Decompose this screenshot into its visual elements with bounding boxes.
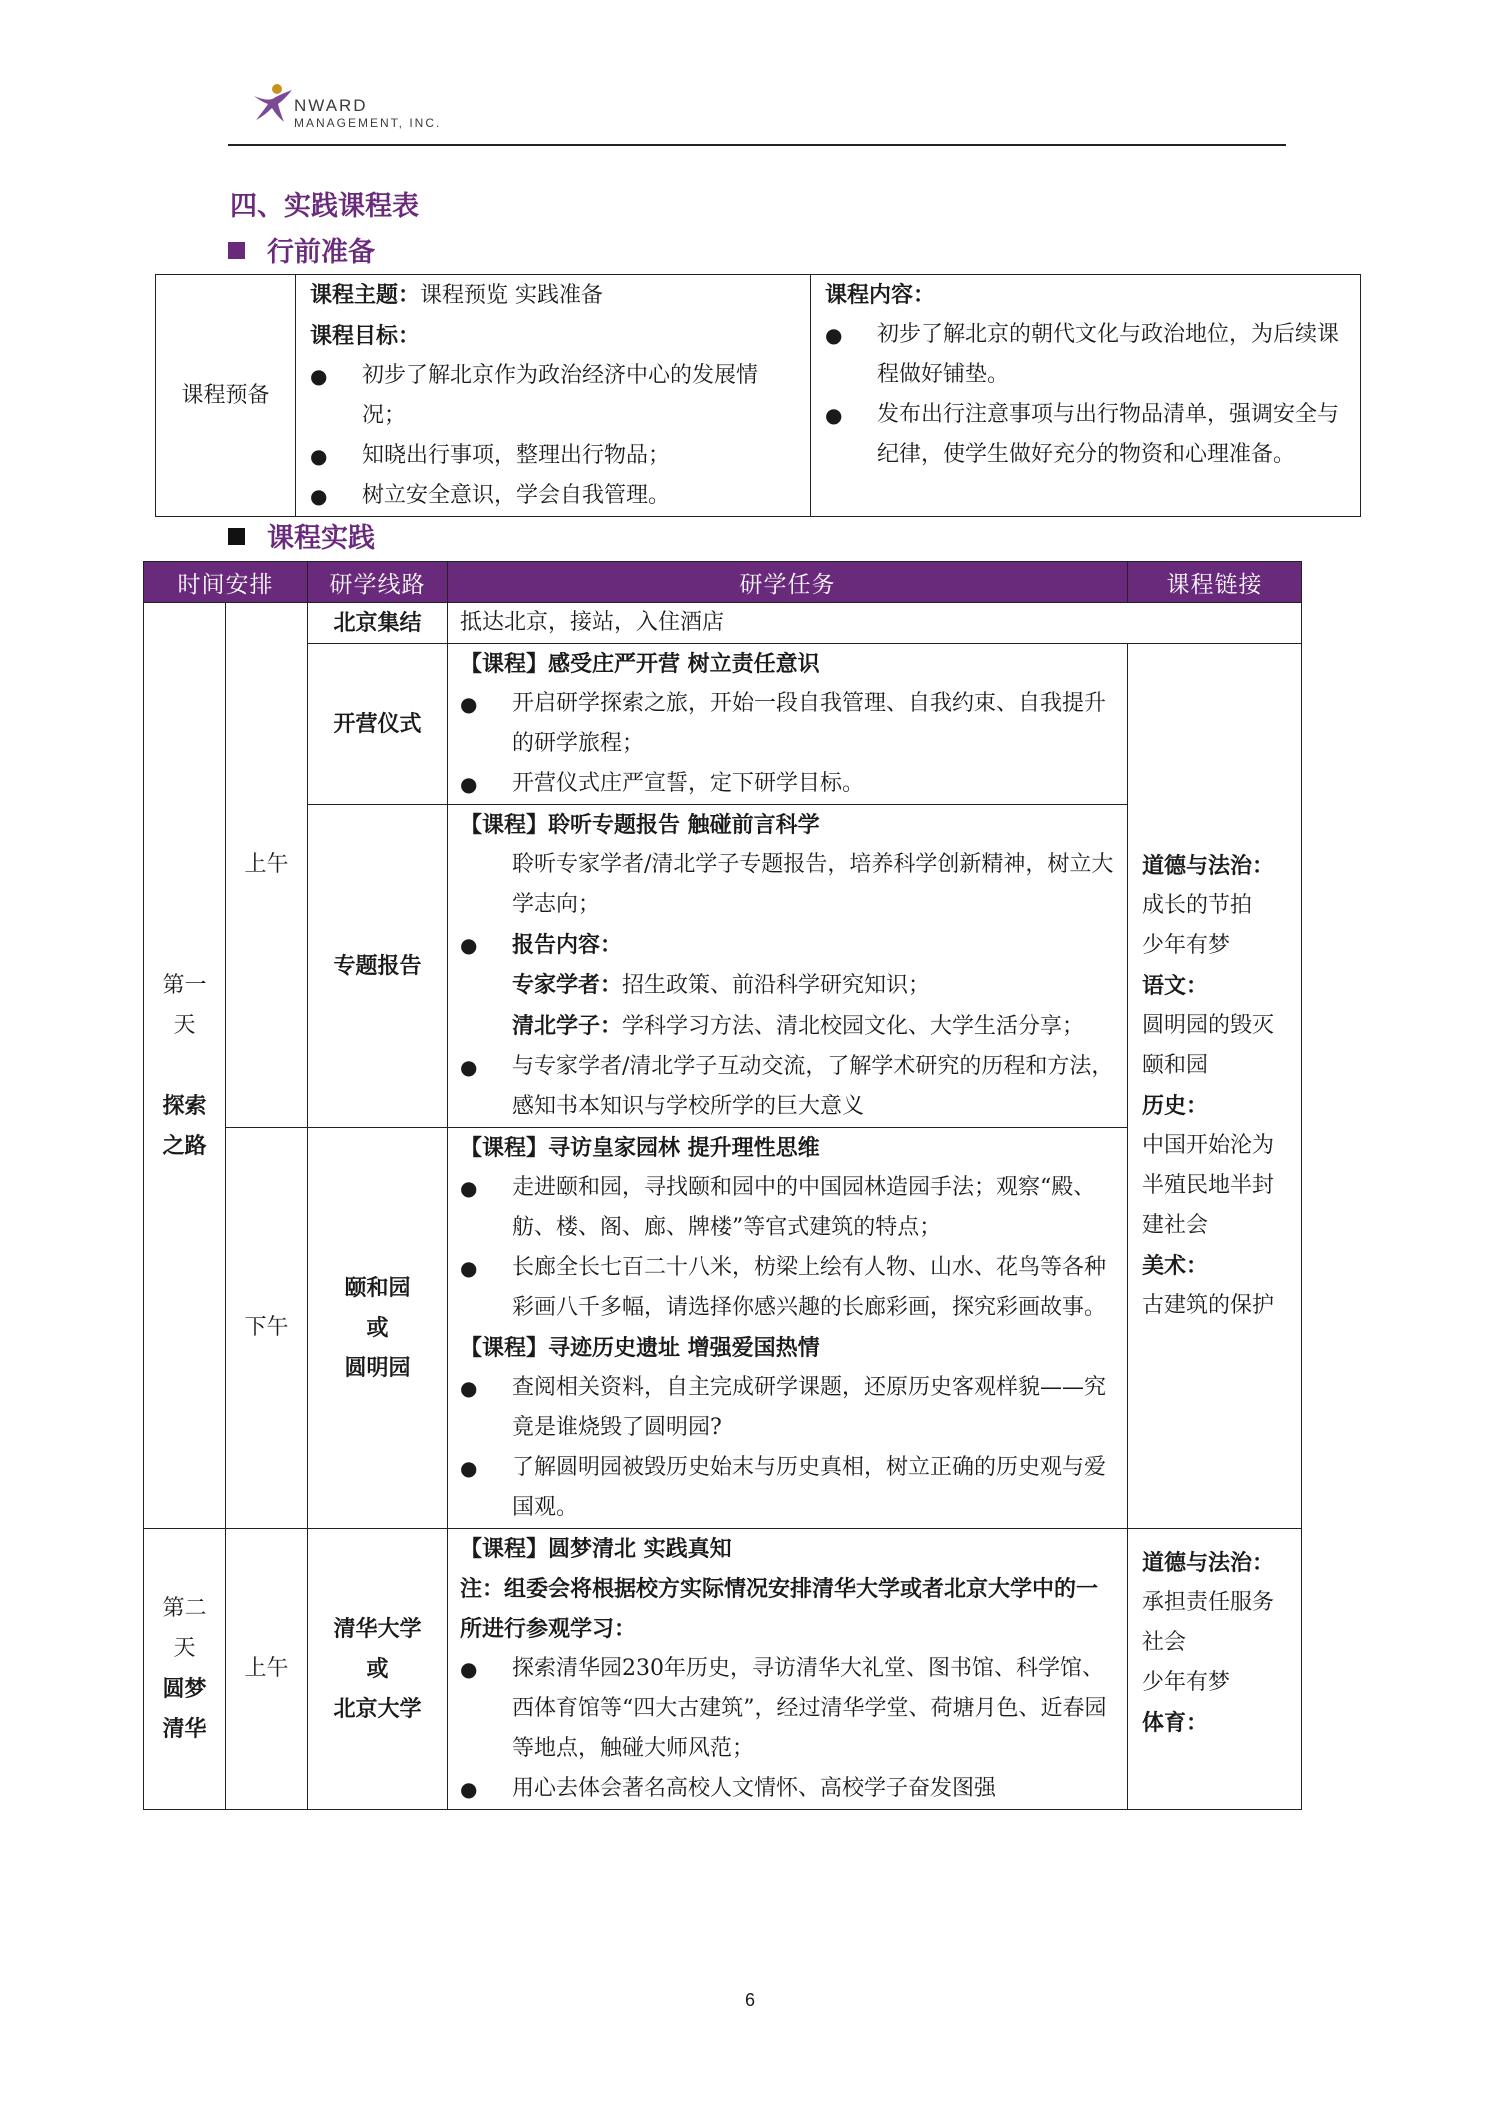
report-route: 专题报告 — [308, 805, 448, 1128]
link-subject: 道德与法治： — [1142, 853, 1275, 879]
list-item: ● 用心去体会著名高校人文情怀、高校学子奋发图强 — [460, 1769, 1119, 1809]
day1-line2: 天 — [173, 1012, 196, 1038]
day1-line1: 第一 — [162, 972, 207, 998]
list-item: ● 树立安全意识，学会自我管理。 — [310, 476, 800, 516]
list-item: ● 与专家学者/清北学子互动交流，了解学术研究的历程和方法，感知书本知识与学校所学的巨大意义 — [460, 1047, 1119, 1127]
table-row — [144, 1529, 1302, 1810]
link-subject: 道德与法治： — [1142, 1550, 1275, 1576]
report-student — [460, 1006, 1119, 1047]
day2-morning: 上午 — [226, 1529, 308, 1810]
day1-name-line2: 之路 — [162, 1132, 207, 1159]
list-item: ● 发布出行注意事项与出行物品清单，强调安全与纪律，使学生做好充分的物资和心理准备。 — [825, 395, 1350, 475]
list-item: ● 知晓出行事项，整理出行物品； — [310, 436, 800, 476]
garden-title: 【课程】寻访皇家园林 提升理性思维 — [460, 1135, 820, 1161]
garden-task — [448, 1128, 1128, 1529]
day2-route-line: 清华大学 — [333, 1616, 422, 1642]
header-link: 课程链接 — [1128, 562, 1302, 603]
link-subject: 美术： — [1142, 1253, 1209, 1279]
day2-title: 【课程】圆梦清北 实践真知 — [460, 1536, 732, 1562]
link-item: 圆明园的毁灭 — [1142, 1013, 1275, 1038]
day1-links — [1128, 644, 1302, 1529]
schedule-table — [143, 561, 1302, 1810]
open-title: 【课程】感受庄严开营 树立责任意识 — [460, 651, 820, 677]
list-item: ● 初步了解北京的朝代文化与政治地位，为后续课程做好铺垫。 — [825, 315, 1350, 395]
practice-heading-text: 课程实践 — [267, 523, 375, 554]
report-task — [448, 805, 1128, 1128]
report-expert-label: 专家学者： — [512, 972, 623, 998]
prep-heading — [228, 230, 375, 269]
garden-route-line: 或 — [366, 1315, 389, 1341]
gather-route: 北京集结 — [308, 603, 448, 644]
day2-note: 注：组委会将根据校方实际情况安排清华大学或者北京大学中的一所进行参观学习： — [460, 1576, 1099, 1642]
link-item: 古建筑的保护 — [1142, 1293, 1275, 1318]
list-item: ● 初步了解北京作为政治经济中心的发展情况； — [310, 356, 800, 436]
garden-route — [308, 1128, 448, 1529]
day2-route-line: 或 — [366, 1656, 389, 1682]
table-row — [144, 603, 1302, 644]
report-expert-text: 招生政策、前沿科学研究知识； — [622, 973, 931, 998]
link-subject: 历史： — [1142, 1093, 1209, 1119]
day1-afternoon: 下午 — [226, 1128, 308, 1529]
day1-name-line1: 探索 — [162, 1092, 207, 1119]
day2-cell — [144, 1529, 226, 1810]
day2-line2: 天 — [173, 1636, 196, 1661]
gather-task: 抵达北京，接站，入住酒店 — [448, 603, 1302, 644]
prep-label: 课程预备 — [156, 275, 296, 517]
list-item: ● 了解圆明园被毁历史始末与历史真相，树立正确的历史观与爱国观。 — [460, 1448, 1119, 1528]
report-title: 【课程】聆听专题报告 触碰前言科学 — [460, 812, 820, 838]
list-item: ● 长廊全长七百二十八米，枋梁上绘有人物、山水、花鸟等各种彩画八千多幅，请选择你感兴趣的长廊彩画，探究彩画故事。 — [460, 1248, 1119, 1328]
list-item: ● 探索清华园230年历史，寻访清华大礼堂、图书馆、科学馆、西体育馆等“四大古建筑”，经过清华学堂、荷塘月色、近春园等地点，触碰大师风范； — [460, 1649, 1119, 1769]
garden-route-line: 圆明园 — [344, 1355, 411, 1381]
day2-task — [448, 1529, 1128, 1810]
header-route: 研学线路 — [308, 562, 448, 603]
logo-text-line2: MANAGEMENT, INC. — [294, 116, 442, 130]
open-route: 开营仪式 — [308, 644, 448, 805]
link-subject: 语文： — [1142, 973, 1209, 999]
day1-cell — [144, 603, 226, 1529]
table-row — [144, 644, 1302, 805]
link-item: 少年有梦 — [1142, 933, 1231, 958]
open-task — [448, 644, 1128, 805]
practice-heading — [228, 516, 375, 555]
theme-value: 课程预览 实践准备 — [420, 283, 604, 308]
history-title: 【课程】寻迹历史遗址 增强爱国热情 — [460, 1335, 820, 1361]
logo-text-line1: NWARD — [294, 96, 368, 115]
report-student-text: 学科学习方法、清北校园文化、大学生活分享； — [622, 1014, 1085, 1039]
report-expert — [460, 965, 1119, 1006]
page-number: 6 — [744, 1990, 755, 2010]
report-intro: 聆听专家学者/清北学子专题报告，培养科学创新精神，树立大学志向； — [512, 852, 1114, 917]
link-subject: 体育： — [1142, 1710, 1209, 1736]
day2-name-line2: 清华 — [162, 1716, 207, 1742]
day2-links — [1128, 1529, 1302, 1810]
report-student-label: 清北学子： — [512, 1013, 623, 1039]
list-item: ● 开营仪式庄严宣誓，定下研学目标。 — [460, 764, 1119, 804]
link-item: 颐和园 — [1142, 1053, 1209, 1078]
onward-logo-icon — [250, 82, 296, 128]
list-item: ● 查阅相关资料，自主完成研学课题，还原历史客观样貌——究竟是谁烧毁了圆明园? — [460, 1368, 1119, 1448]
square-bullet-icon — [228, 242, 245, 259]
day2-label — [144, 1589, 225, 1749]
square-bullet-icon — [228, 528, 245, 545]
list-item: ● 走进颐和园，寻找颐和园中的中国园林造园手法；观察“殿、舫、楼、阁、廊、牌楼”等官式建筑的特点； — [460, 1168, 1119, 1248]
day2-route-line: 北京大学 — [333, 1696, 422, 1722]
header-time: 时间安排 — [144, 562, 308, 603]
prep-heading-text: 行前准备 — [267, 237, 375, 268]
table-header-row — [144, 562, 1302, 603]
section-title: 四、实践课程表 — [230, 191, 419, 222]
header-divider — [228, 144, 1286, 146]
garden-route-line: 颐和园 — [344, 1275, 411, 1301]
company-logo — [250, 82, 510, 138]
day1-morning: 上午 — [226, 603, 308, 1128]
list-item: ● 开启研学探索之旅，开始一段自我管理、自我约束、自我提升的研学旅程； — [460, 684, 1119, 764]
prep-content-cell — [811, 275, 1361, 517]
report-content-label: ● 报告内容： — [460, 925, 1119, 965]
link-item: 少年有梦 — [1142, 1670, 1231, 1695]
header-task: 研学任务 — [448, 562, 1128, 603]
link-item: 中国开始沦为半殖民地半封建社会 — [1142, 1133, 1275, 1238]
day2-route — [308, 1529, 448, 1810]
theme-label: 课程主题： — [310, 282, 421, 308]
link-item: 承担责任服务社会 — [1142, 1590, 1275, 1655]
prep-goals-cell — [296, 275, 811, 517]
prep-table — [155, 274, 1361, 517]
content-label: 课程内容： — [825, 282, 936, 308]
day1-label — [144, 966, 225, 1166]
day2-line1: 第二 — [162, 1596, 207, 1621]
link-item: 成长的节拍 — [1142, 893, 1253, 918]
goal-label: 课程目标： — [310, 323, 421, 349]
day2-name-line1: 圆梦 — [162, 1676, 207, 1702]
